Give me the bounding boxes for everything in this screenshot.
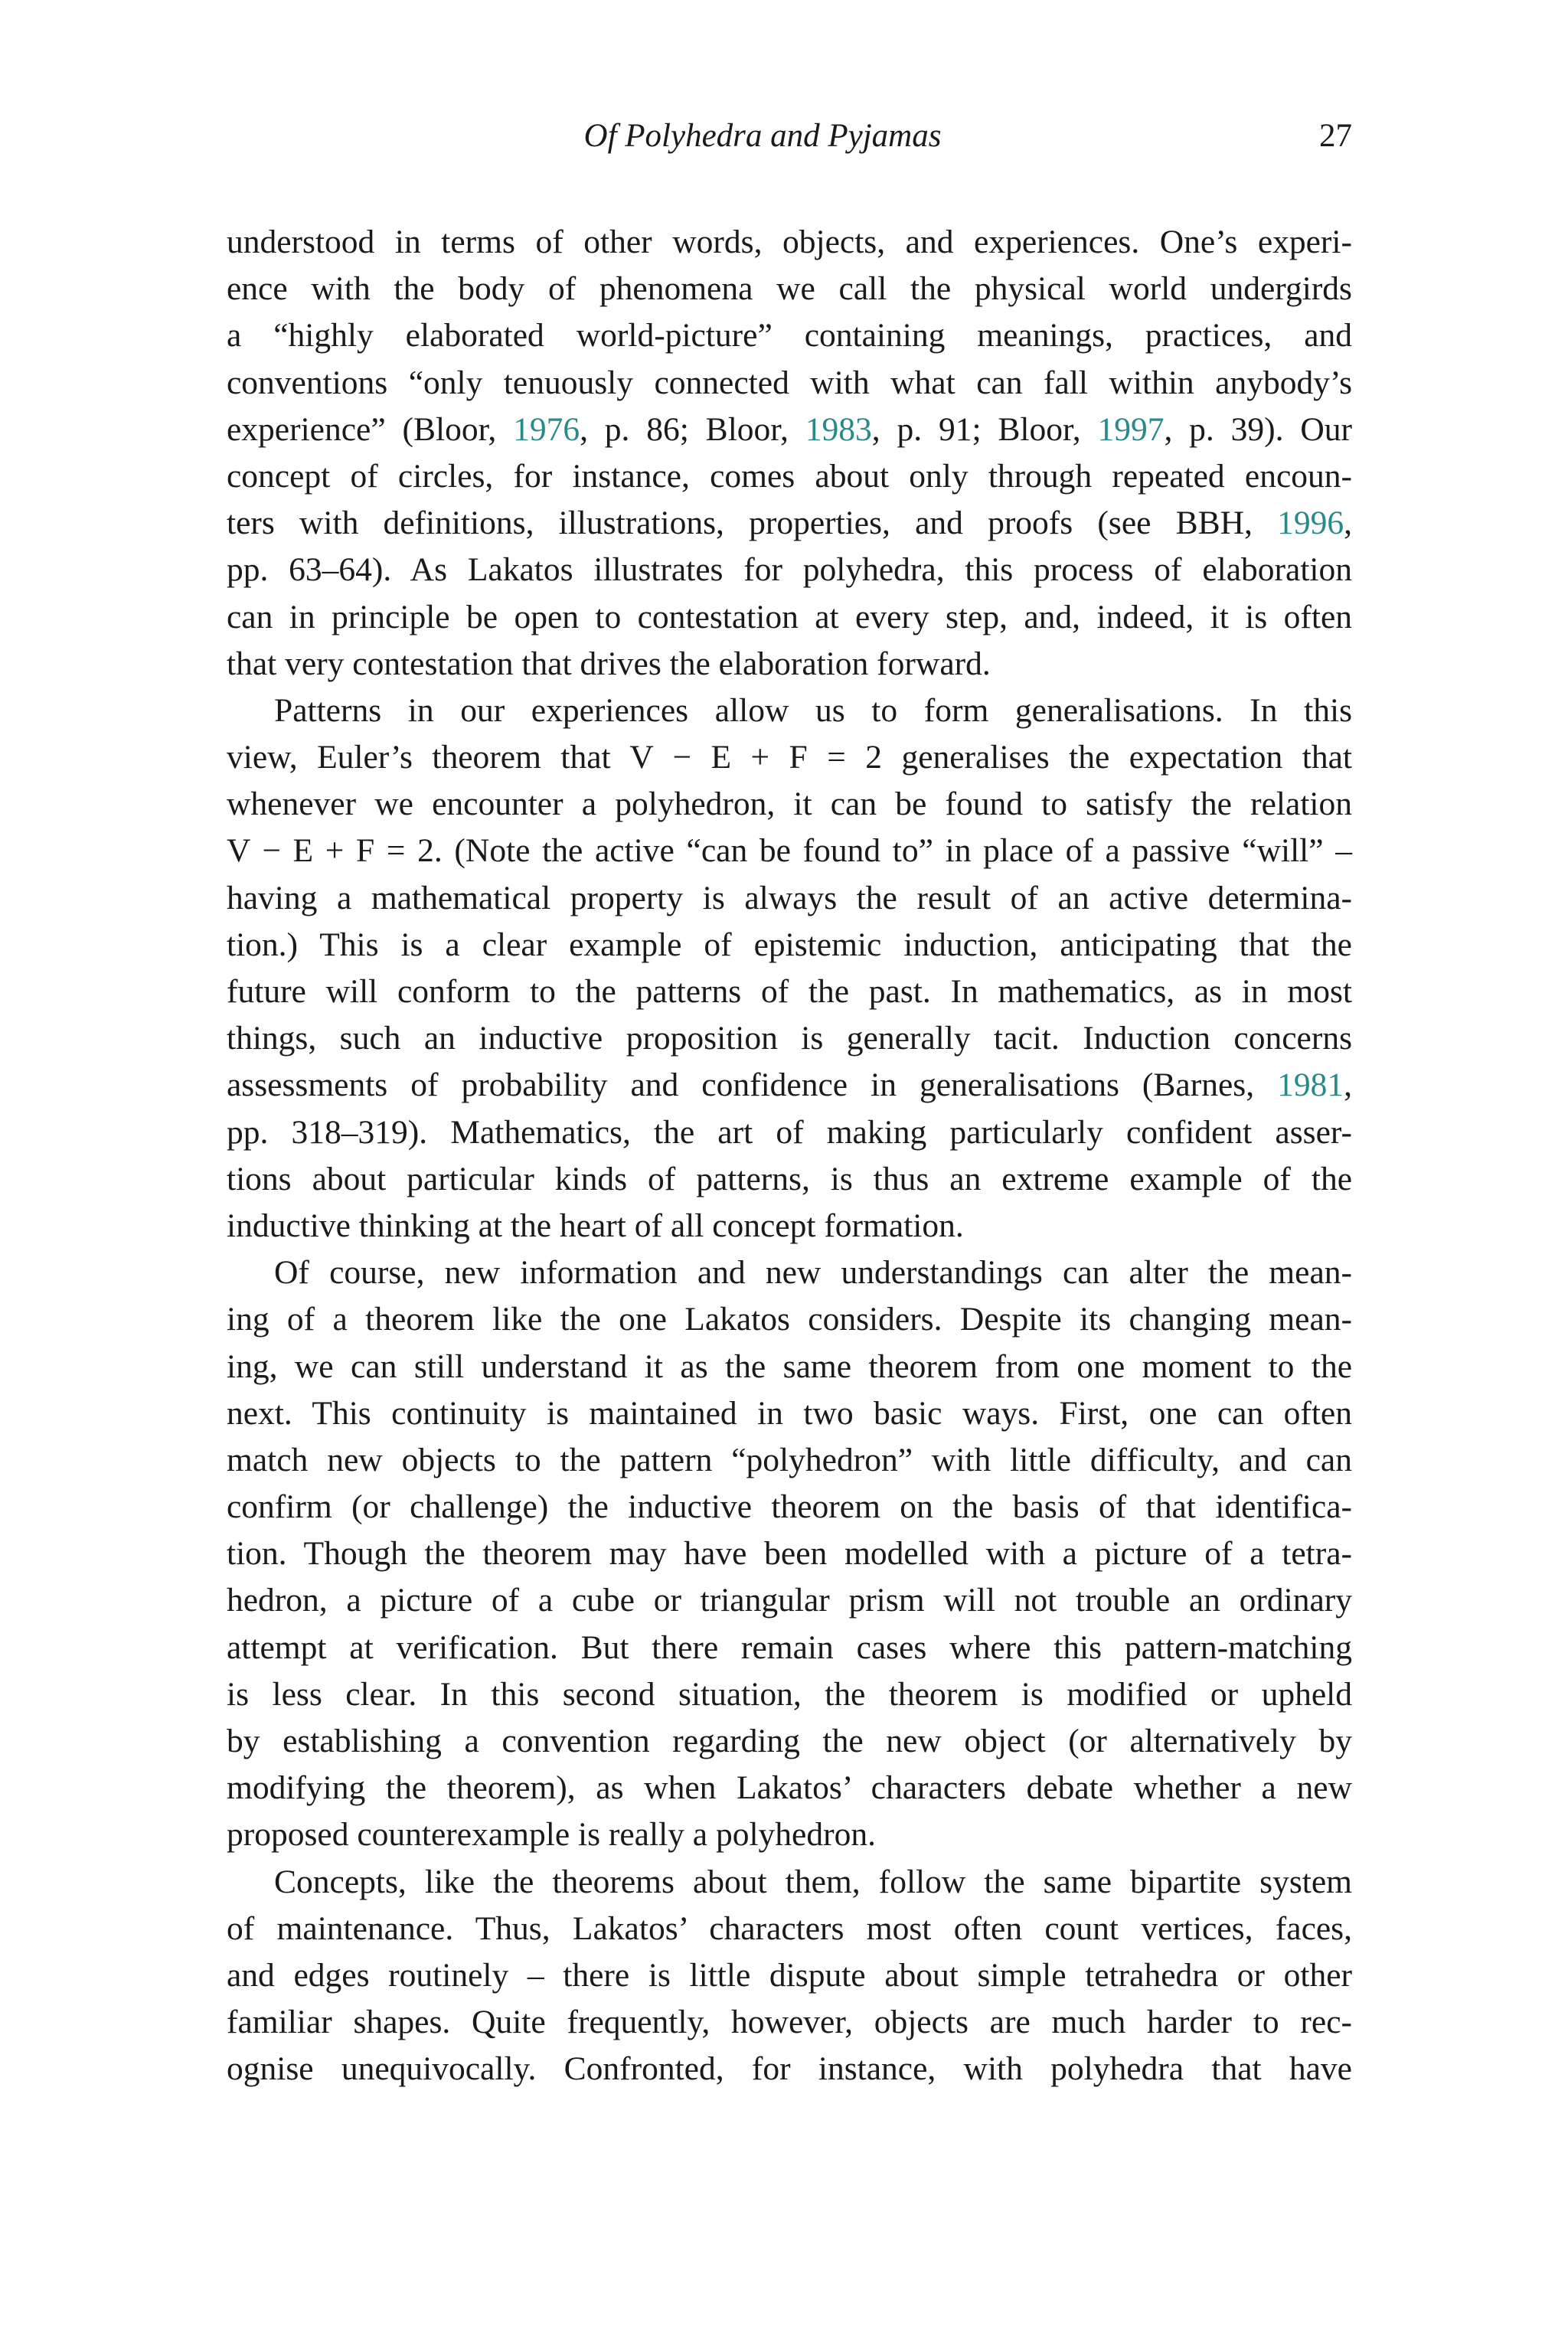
text-line: Concepts, like the theorems about them, follow the same bipartite system (274, 1863, 1352, 1900)
paragraph (227, 688, 1352, 1250)
text-line: is less clear. In this second situation, the theorem is modified or upheld (227, 1675, 1352, 1713)
text-line: modifying the theorem), as when Lakatos’ characters debate whether a new (227, 1769, 1352, 1807)
text-line: tion.) This is a clear example of epistemic induction, anticipating that the (227, 926, 1352, 963)
text-line: familiar shapes. Quite frequently, however, objects are much harder to rec- (227, 2004, 1352, 2041)
paragraph (227, 1250, 1352, 1858)
text-line: concept of circles, for instance, comes about only through repeated encoun- (227, 457, 1352, 495)
text-line: whenever we encounter a polyhedron, it can be found to satisfy the relation (227, 786, 1352, 823)
citation-link[interactable]: 1983 (805, 410, 872, 448)
running-head (227, 113, 1352, 159)
paragraph (227, 1859, 1352, 2093)
page-number: 27 (1319, 118, 1352, 154)
text-line: match new objects to the pattern “polyhedron” with little difficulty, and can (227, 1441, 1352, 1478)
text-line: things, such an inductive proposition is generally tacit. Induction concerns (227, 1020, 1352, 1057)
text-line: pp. 318–319). Mathematics, the art of making particularly confident asser- (227, 1113, 1352, 1151)
text-line: ing, we can still understand it as the same theorem from one moment to the (227, 1348, 1352, 1385)
text-line: tions about particular kinds of patterns, is thus an extreme example of the (227, 1160, 1352, 1197)
text-line: view, Euler’s theorem that V − E + F = 2 generalises the expectation that (227, 739, 1352, 776)
text-line: Of course, new information and new understandings can alter the mean- (274, 1254, 1352, 1292)
text-line: next. This continuity is maintained in two basic ways. First, one can often (227, 1394, 1352, 1432)
text-line: future will conform to the patterns of the past. In mathematics, as in most (227, 973, 1352, 1010)
text-line: conventions “only tenuously connected with what can fall within anybody’s (227, 364, 1352, 401)
running-title: Of Polyhedra and Pyjamas (583, 118, 942, 154)
text-line: confirm (or challenge) the inductive theorem on the basis of that identifica- (227, 1488, 1352, 1526)
text-line: hedron, a picture of a cube or triangular prism will not trouble an ordinary (227, 1582, 1352, 1619)
text-line: Patterns in our experiences allow us to form generalisations. In this (274, 691, 1352, 729)
text-line: ters with definitions, illustrations, properties, and proofs (see BBH, 1996, (227, 505, 1352, 542)
text-line: pp. 63–64). As Lakatos illustrates for polyhedra, this process of elaboration (227, 551, 1352, 589)
text-line: tion. Though the theorem may have been modelled with a picture of a tetra- (227, 1535, 1352, 1573)
text-line: a “highly elaborated world-picture” containing meanings, practices, and (227, 317, 1352, 354)
text-line: having a mathematical property is always the result of an active determina- (227, 879, 1352, 916)
text-line: ognise unequivocally. Confronted, for instance, with polyhedra that have (227, 2050, 1352, 2088)
text-line: attempt at verification. But there remain cases where this pattern-matching (227, 1628, 1352, 1666)
citation-link[interactable]: 1997 (1097, 410, 1165, 448)
citation-link[interactable]: 1981 (1277, 1067, 1344, 1104)
text-line: assessments of probability and confidence in generalisations (Barnes, 1981, (227, 1067, 1352, 1104)
text-line: understood in terms of other words, objects, and experiences. One’s experi- (227, 224, 1352, 260)
text-line: and edges routinely – there is little dispute about simple tetrahedra or other (227, 1956, 1352, 1994)
text-line: ing of a theorem like the one Lakatos considers. Despite its changing mean- (227, 1301, 1352, 1338)
text-line: proposed counterexample is really a polyhedron. (227, 1816, 876, 1854)
paragraph (227, 219, 1352, 688)
text-line: V − E + F = 2. (Note the active “can be found to” in place of a passive “will” – (227, 832, 1352, 870)
text-line: experience” (Bloor, 1976, p. 86; Bloor, 1983, p. 91; Bloor, 1997, p. 39). Our (227, 410, 1352, 448)
text-line: of maintenance. Thus, Lakatos’ characters most often count vertices, faces, (227, 1909, 1352, 1947)
citation-link[interactable]: 1976 (513, 410, 580, 448)
text-line: inductive thinking at the heart of all concept formation. (227, 1207, 964, 1244)
text-line: that very contestation that drives the elaboration forward. (227, 645, 991, 682)
body-text (227, 219, 1352, 2093)
text-line: by establishing a convention regarding the new object (or alternatively by (227, 1723, 1352, 1759)
text-line: ence with the body of phenomena we call the physical world undergirds (227, 270, 1352, 308)
citation-link[interactable]: 1996 (1277, 505, 1344, 542)
text-line: can in principle be open to contestation at every step, and, indeed, it is often (227, 598, 1352, 635)
